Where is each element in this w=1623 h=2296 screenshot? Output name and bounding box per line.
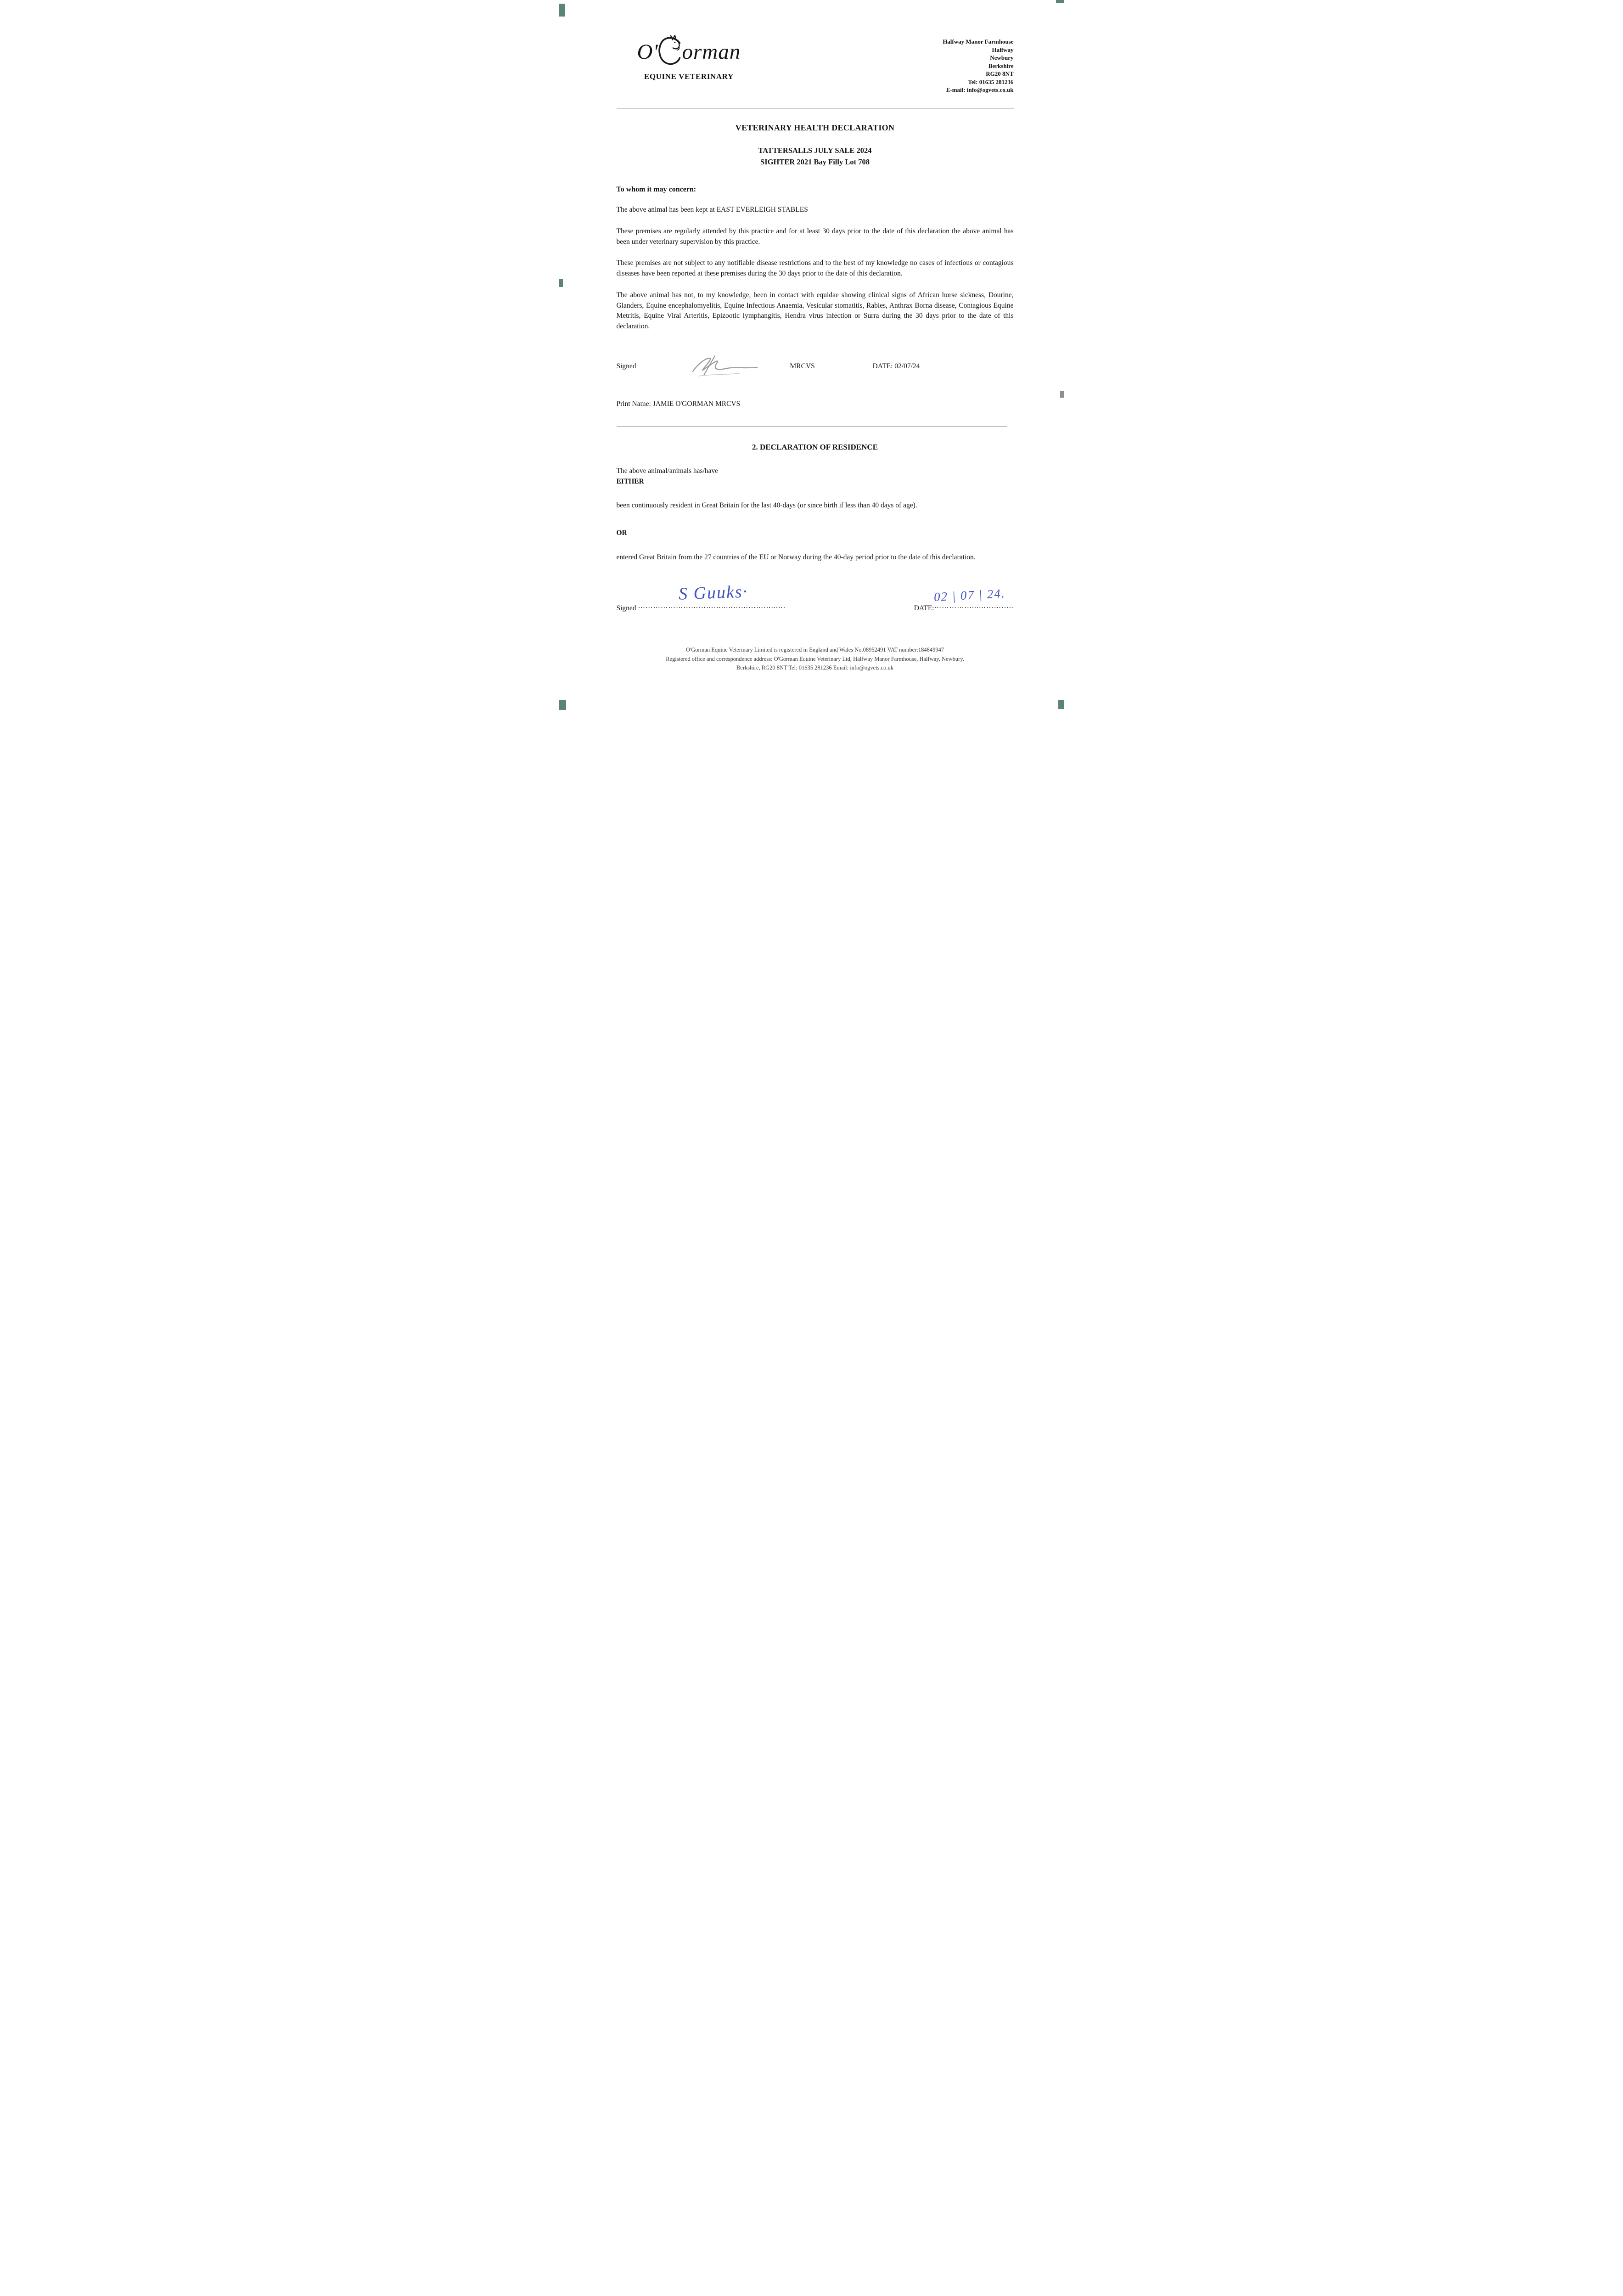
scan-artifact	[1060, 391, 1064, 398]
or-text: entered Great Britain from the 27 countries of the EU or Norway during the 40-day period prior to the date of this declaration.	[616, 553, 976, 561]
practice-logo	[637, 35, 741, 81]
paragraph-no-restrictions: These premises are not subject to any notifiable disease restrictions and to the best of my knowledge no cases of infectious or contagious diseases have been reported at these premises during the 30 days prior to the date of this declaration.	[616, 259, 1014, 278]
logo-subtitle: EQUINE VETERINARY	[644, 72, 734, 81]
owner-date-ink: 02 | 07 | 24.	[933, 586, 1006, 604]
either-label: EITHER	[616, 478, 644, 486]
scan-artifact	[559, 279, 563, 287]
document-body	[559, 123, 1064, 408]
practice-address	[943, 35, 1013, 94]
address-line: Halfway	[992, 46, 1014, 53]
footer-line: Berkshire, RG20 8NT Tel: 01635 281236 Email: info@ogvets.co.uk	[736, 664, 894, 671]
address-line: Newbury	[990, 54, 1014, 62]
address-line: E-mail: info@ogvets.co.uk	[946, 86, 1014, 94]
address-line: Tel: 01635 281236	[968, 78, 1014, 85]
signed-dotted-line: ……………………………..………………..….	[638, 602, 786, 610]
logo-text-prefix: O'	[637, 40, 658, 64]
paragraph-premises-attended: These premises are regularly attended by this practice and for at least 30 days prior to the date of this declaration the above animal has been under veterinary supervision by this practice.	[616, 227, 1014, 246]
address-line: Halfway Manor Farmhouse	[943, 38, 1014, 45]
date-typed: DATE: 02/07/24	[872, 362, 920, 370]
date-dotted-line: ……………...…………..	[934, 602, 1014, 610]
horse-head-icon	[657, 35, 684, 70]
mrcvs-label: MRCVS	[790, 362, 815, 370]
owner-signature-ink: S Guuks·	[678, 582, 748, 604]
signature-row-vet	[617, 353, 1014, 380]
subtitle-sale: TATTERSALLS JULY SALE 2024	[758, 146, 872, 155]
document-title: VETERINARY HEALTH DECLARATION	[735, 123, 895, 132]
subtitle-lot: SIGHTER 2021 Bay Filly Lot 708	[760, 158, 870, 167]
residence-heading: 2. DECLARATION OF RESIDENCE	[752, 442, 878, 451]
scan-artifact	[559, 700, 566, 710]
scan-artifact	[1056, 0, 1064, 3]
paragraph-kept-at: The above animal has been kept at EAST EVERLEIGH STABLES	[616, 205, 808, 214]
logo-wordmark	[637, 35, 741, 70]
scan-artifact	[559, 4, 565, 17]
document-page	[559, 0, 1064, 715]
logo-text-suffix: orman	[682, 40, 741, 64]
residence-intro: The above animal/animals has/have	[616, 467, 719, 475]
section-residence	[559, 443, 1064, 672]
either-text: been continuously resident in Great Britain for the last 40-days (or since birth if less than 40 days of age).	[616, 501, 917, 510]
signed-label: Signed	[616, 362, 636, 370]
signature-row-owner	[616, 582, 1014, 613]
date-line	[914, 602, 1014, 613]
signed-label: Signed	[616, 604, 636, 613]
address-line: RG20 8NT	[986, 70, 1014, 78]
scan-artifact	[1058, 700, 1064, 709]
print-name: Print Name: JAMIE O'GORMAN MRCVS	[616, 400, 741, 408]
footer-line: Registered office and correspondence address: O'Gorman Equine Veterinary Ltd, Halfway Manor Farmhouse, Halfway, Newbury,	[666, 655, 964, 662]
date-label: DATE:	[914, 604, 934, 613]
document-subtitle	[617, 145, 1014, 168]
signed-line	[617, 602, 786, 613]
salutation: To whom it may concern:	[616, 185, 696, 193]
header	[559, 0, 1064, 94]
address-line: Berkshire	[988, 62, 1014, 69]
footer-line: O'Gorman Equine Veterinary Limited is registered in England and Wales No.08952491 VAT number:184849947	[685, 647, 944, 653]
registration-footer	[617, 646, 1014, 672]
paragraph-no-contact: The above animal has not, to my knowledge, been in contact with equidae showing clinical signs of African horse sickness, Dourine, Glanders, Equine encephalomyelitis, Equine Infectious Anaemia, Vesicular stomatitis, Rabies, Anthrax Borna disease, Contagious Equine Metritis, Equine Viral Arteritis, Epizootic lymphangitis, Hendra virus infection or Surra during the 30 days prior to the date of this declaration.	[616, 291, 1014, 331]
or-label: OR	[616, 529, 627, 537]
vet-signature-ink	[685, 353, 763, 380]
